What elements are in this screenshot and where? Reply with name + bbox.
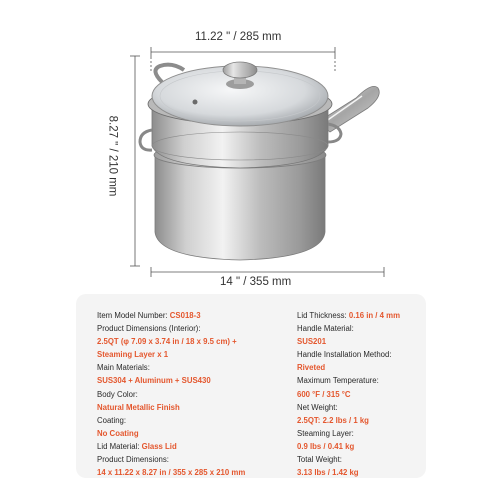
spec-product-dims-value: 14 x 11.22 x 8.27 in / 355 x 285 x 210 mm: [97, 468, 246, 478]
pot-body: [155, 155, 325, 260]
lid-knob: [223, 62, 257, 78]
spec-color-label: Body Color:: [97, 389, 138, 399]
dimension-width-label: 11.22 " / 285 mm: [195, 31, 282, 43]
spec-total-weight-value: 3.13 lbs / 1.42 kg: [297, 468, 359, 478]
spec-handle-install-label: Handle Installation Method:: [297, 350, 392, 360]
spec-net-weight-value: 2.5QT: 2.2 lbs / 1 kg: [297, 415, 369, 425]
spec-materials-label: Main Materials:: [97, 363, 150, 373]
spec-materials-value: SUS304 + Aluminum + SUS430: [97, 376, 211, 386]
spec-lid-thickness: Lid Thickness: 0.16 in / 4 mm: [297, 311, 401, 320]
spec-steaming-layer-value: 0.9 lbs / 0.41 kg: [297, 441, 355, 451]
spec-lid-material: Lid Material: Glass Lid: [97, 441, 177, 451]
spec-handle-material-label: Handle Material:: [297, 324, 354, 334]
spec-handle-install-value: Riveted: [297, 363, 326, 373]
spec-dims-interior-label: Product Dimensions (Interior):: [97, 324, 201, 334]
spec-column-left: [97, 309, 297, 479]
spec-steaming-layer-label: Steaming Layer:: [297, 428, 354, 438]
spec-color-value: Natural Metallic Finish: [97, 402, 180, 412]
spec-dims-interior-value-2: Steaming Layer x 1: [97, 350, 169, 360]
spec-max-temp-value: 600 °F / 315 °C: [297, 389, 351, 399]
lid-vent: [193, 100, 198, 105]
spec-model: Item Model Number: CS018-3: [97, 311, 201, 320]
spec-handle-material-value: SUS201: [297, 337, 327, 347]
spec-product-dims-label: Product Dimensions:: [97, 455, 169, 465]
spec-coating-value: No Coating: [97, 428, 139, 438]
spec-net-weight-label: Net Weight:: [297, 402, 338, 412]
spec-coating-label: Coating:: [97, 415, 127, 425]
dimension-length-label: 14 " / 355 mm: [220, 276, 292, 288]
dimension-height-label: 8.27 " / 210 mm: [106, 115, 119, 197]
spec-total-weight-label: Total Weight:: [297, 455, 342, 465]
dimension-line-side: [130, 56, 140, 266]
spec-dims-interior-value: 2.5QT (φ 7.09 x 3.74 in / 18 x 9.5 cm) +: [97, 337, 237, 347]
spec-max-temp-label: Maximum Temperature:: [297, 376, 379, 386]
spec-column-right: [297, 309, 427, 479]
